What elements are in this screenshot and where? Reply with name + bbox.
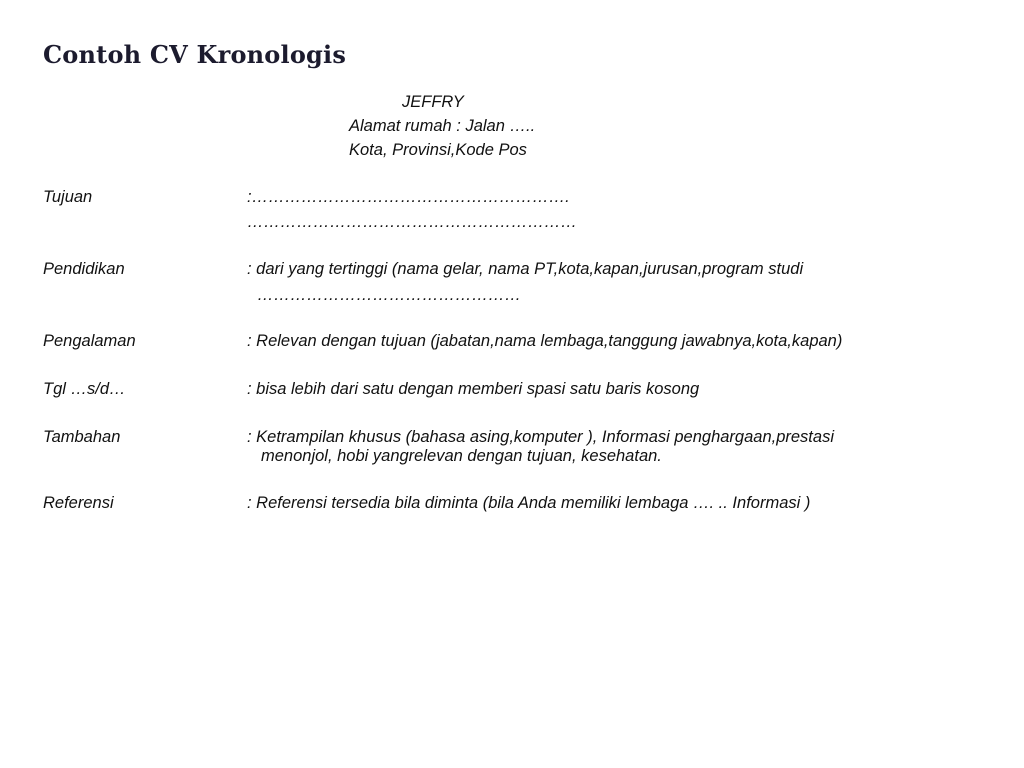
pengalaman-label: Pengalaman	[43, 332, 136, 350]
tgl-label: Tgl …s/d…	[43, 380, 126, 398]
cv-address-line2: Kota, Provinsi,Kode Pos	[349, 141, 527, 159]
slide-title: Contoh CV Kronologis	[43, 40, 347, 69]
pendidikan-label: Pendidikan	[43, 260, 125, 278]
referensi-label: Referensi	[43, 494, 114, 512]
pengalaman-value: : Relevan dengan tujuan (jabatan,nama lembaga,tanggung jawabnya,kota,kapan)	[247, 332, 843, 350]
cv-address-line1: Alamat rumah : Jalan …..	[349, 117, 536, 135]
tambahan-label: Tambahan	[43, 428, 121, 446]
pendidikan-value-line1: : dari yang tertinggi (nama gelar, nama PT,kota,kapan,jurusan,program studi	[247, 260, 804, 278]
tambahan-value-line2: menonjol, hobi yangrelevan dengan tujuan, kesehatan.	[261, 447, 662, 465]
tujuan-label: Tujuan	[43, 188, 93, 206]
tujuan-value-line2: ……………………………………………………	[247, 213, 577, 231]
tgl-value: : bisa lebih dari satu dengan memberi spasi satu baris kosong	[247, 380, 700, 398]
tujuan-value-line1: :………………………………………………….	[247, 188, 570, 206]
tambahan-value-line1: : Ketrampilan khusus (bahasa asing,komputer ), Informasi penghargaan,prestasi	[247, 428, 834, 446]
referensi-value: : Referensi tersedia bila diminta (bila Anda memiliki lembaga …. .. Informasi )	[247, 494, 811, 512]
pendidikan-value-line2: …………………………………………	[257, 286, 521, 304]
cv-name: JEFFRY	[402, 93, 464, 111]
